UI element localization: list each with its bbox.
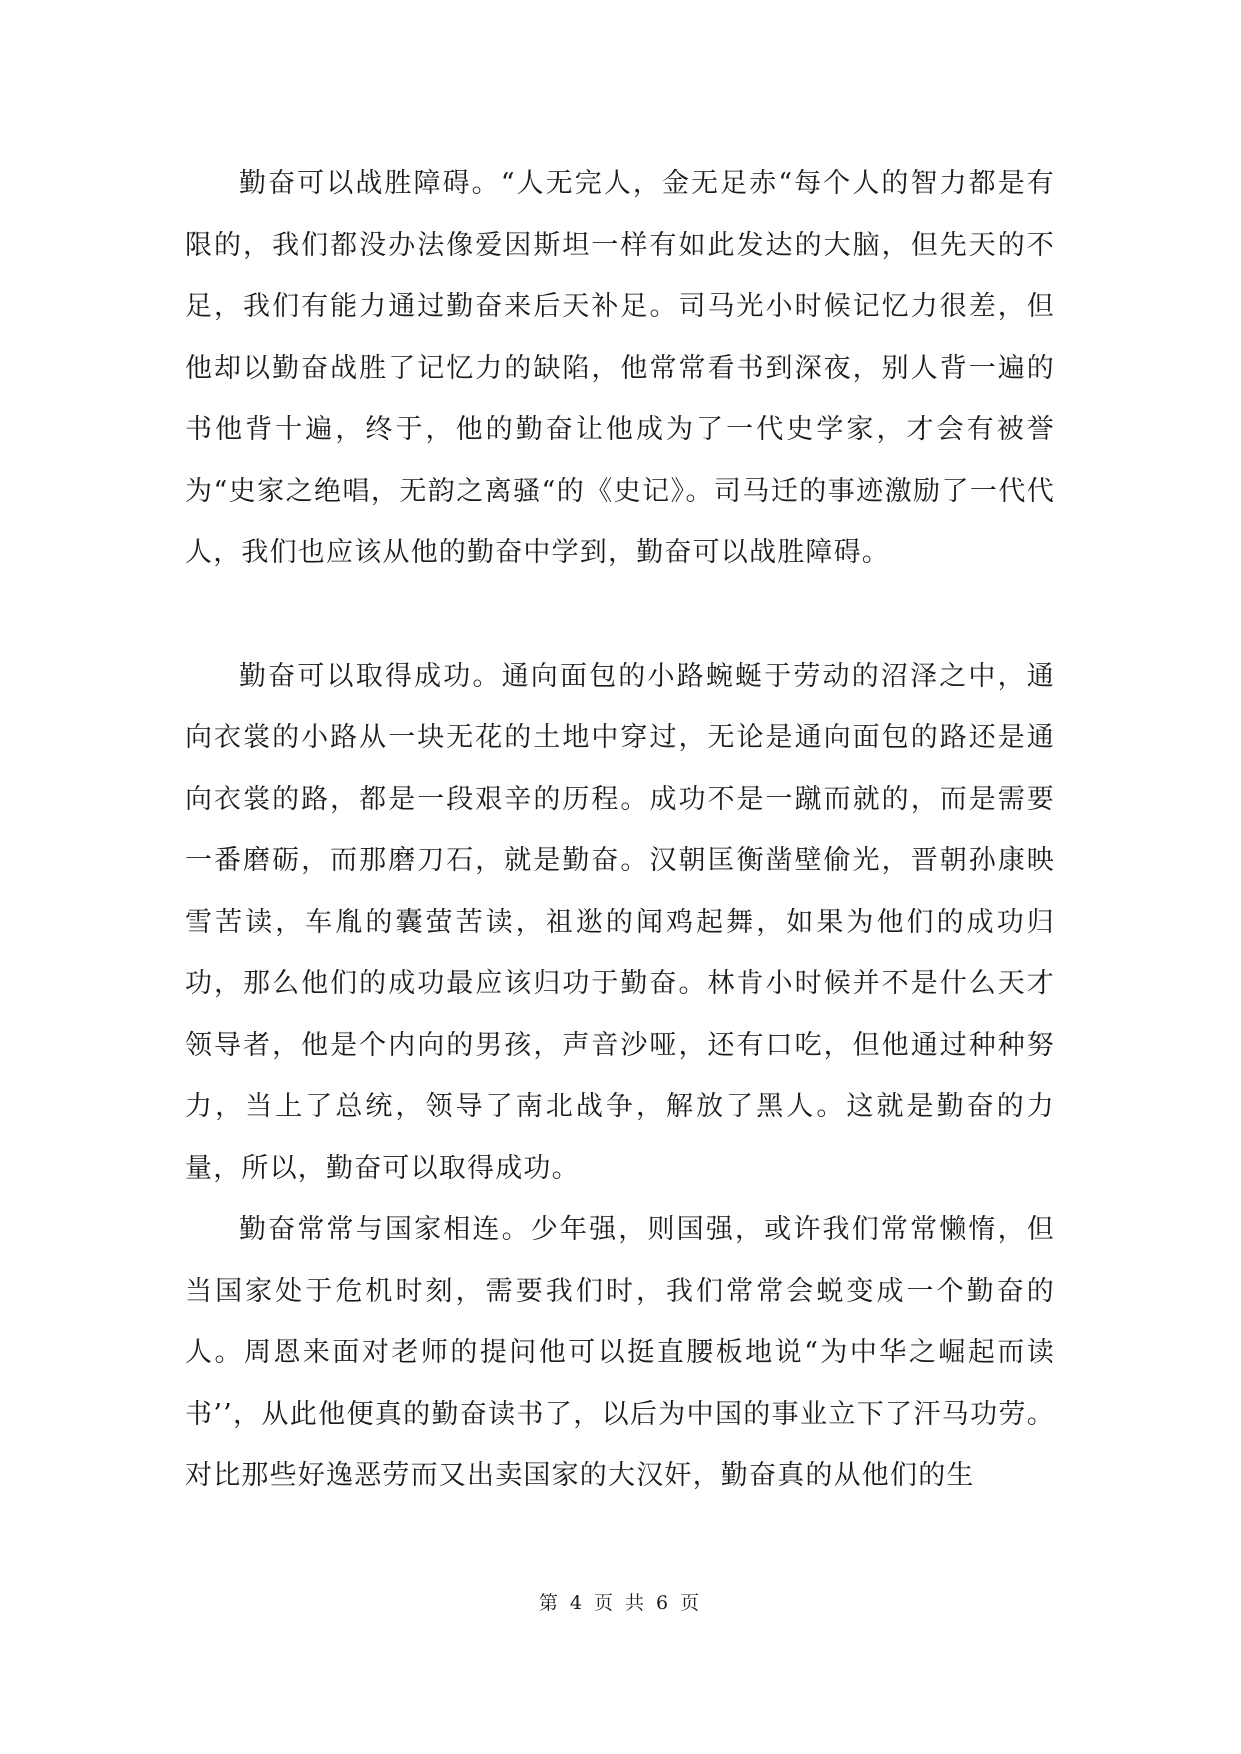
paragraph-diligence-brings-success: 勤奋可以取得成功。通向面包的小路蜿蜒于劳动的沼泽之中，通向衣裳的小路从一块无花的土地中穿过，无论是通向面包的路还是通向衣裳的路，都是一段艰辛的历程。成功不是一蹴而就的，而是需要一番磨砺，而那磨刀石，就是勤奋。汉朝匡衡凿壁偷光，晋朝孙康映雪苦读，车胤的囊萤苦读，祖逖的闻鸡起舞，如果为他们的成功归功，那么他们的成功最应该归功于勤奋。林肯小时候并不是什么天才领导者，他是个内向的男孩，声音沙哑，还有口吃，但他通过种种努力，当上了总统，领导了南北战争，解放了黑人。这就是勤奋的力量，所以，勤奋可以取得成功。	[185, 660, 1055, 1184]
paragraph-diligence-and-country: 勤奋常常与国家相连。少年强，则国强，或许我们常常懒惰，但当国家处于危机时刻，需要我们时，我们常常会蜕变成一个勤奋的人。周恩来面对老师的提问他可以挺直腰板地说“为中华之崛起而读书’’，从此他便真的勤奋读书了，以后为中国的事业立下了汗马功劳。对比那些好逸恶劳而又出卖国家的大汉奸，勤奋真的从他们的生	[185, 1214, 1055, 1491]
document-body	[185, 153, 1055, 1507]
paragraph-spacer	[185, 584, 1055, 646]
page-footer: 第 4 页 共 6 页	[538, 1592, 703, 1614]
paragraph-diligence-overcomes-obstacles: 勤奋可以战胜障碍。“人无完人，金无足赤“每个人的智力都是有限的，我们都没办法像爱因斯坦一样有如此发达的大脑，但先天的不足，我们有能力通过勤奋来后天补足。司马光小时候记忆力很差，但他却以勤奋战胜了记忆力的缺陷，他常常看书到深夜，别人背一遍的书他背十遍，终于，他的勤奋让他成为了一代史学家，才会有被誉为“史家之绝唱，无韵之离骚“的《史记》。司马迁的事迹激励了一代代人，我们也应该从他的勤奋中学到，勤奋可以战胜障碍。	[185, 168, 1055, 568]
